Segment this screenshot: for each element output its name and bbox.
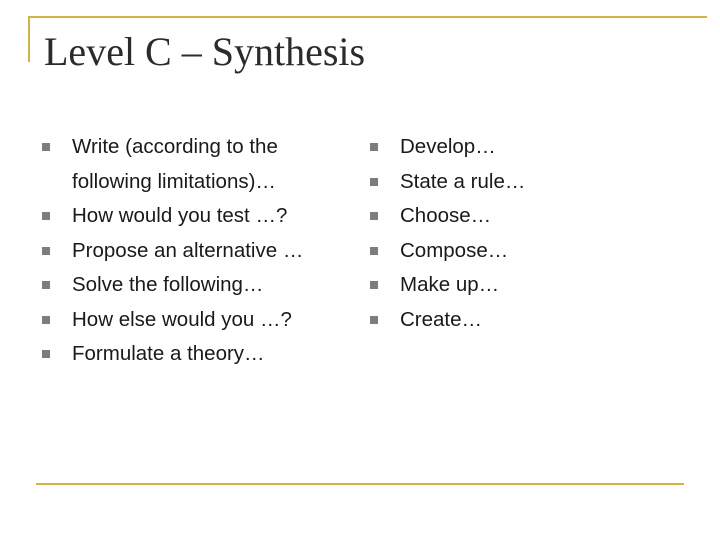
square-bullet-icon <box>370 143 378 151</box>
square-bullet-icon <box>370 178 378 186</box>
list-item-text: Solve the following… <box>72 273 264 296</box>
left-bullet-list <box>42 130 362 372</box>
list-item-text: Create… <box>400 307 483 331</box>
list-item-text: Propose an alternative … <box>72 238 304 262</box>
list-item <box>42 130 322 199</box>
square-bullet-icon <box>370 316 378 324</box>
square-bullet-icon <box>42 212 50 220</box>
square-bullet-icon <box>42 316 50 324</box>
top-rule <box>28 16 707 18</box>
list-item <box>42 234 362 269</box>
list-item <box>42 268 362 303</box>
square-bullet-icon <box>42 247 50 255</box>
list-item-text: Develop… <box>400 135 496 158</box>
list-item-text: Formulate a theory… <box>72 342 265 365</box>
square-bullet-icon <box>42 143 50 151</box>
list-item <box>370 130 690 165</box>
list-item <box>370 268 690 303</box>
list-item-text: How else would you …? <box>72 307 292 331</box>
right-bullet-list <box>370 130 690 337</box>
square-bullet-icon <box>370 247 378 255</box>
list-item <box>370 165 690 200</box>
list-item-text: Make up… <box>400 273 500 296</box>
list-item <box>42 337 362 372</box>
bottom-rule <box>36 483 684 485</box>
list-item-text: Compose… <box>400 238 509 262</box>
list-item-text: Choose… <box>400 204 492 227</box>
list-item-text: How would you test …? <box>72 204 288 227</box>
list-item-text: State a rule… <box>400 169 526 193</box>
list-item <box>42 199 362 234</box>
list-item <box>370 199 690 234</box>
list-item <box>42 303 362 338</box>
top-left-rule <box>28 16 30 62</box>
square-bullet-icon <box>370 281 378 289</box>
slide-title: Level C – Synthesis <box>44 29 366 74</box>
list-item <box>370 303 690 338</box>
list-item <box>370 234 690 269</box>
square-bullet-icon <box>42 281 50 289</box>
square-bullet-icon <box>370 212 378 220</box>
list-item-text: Write (according to the following limitations)… <box>72 135 278 193</box>
square-bullet-icon <box>42 350 50 358</box>
